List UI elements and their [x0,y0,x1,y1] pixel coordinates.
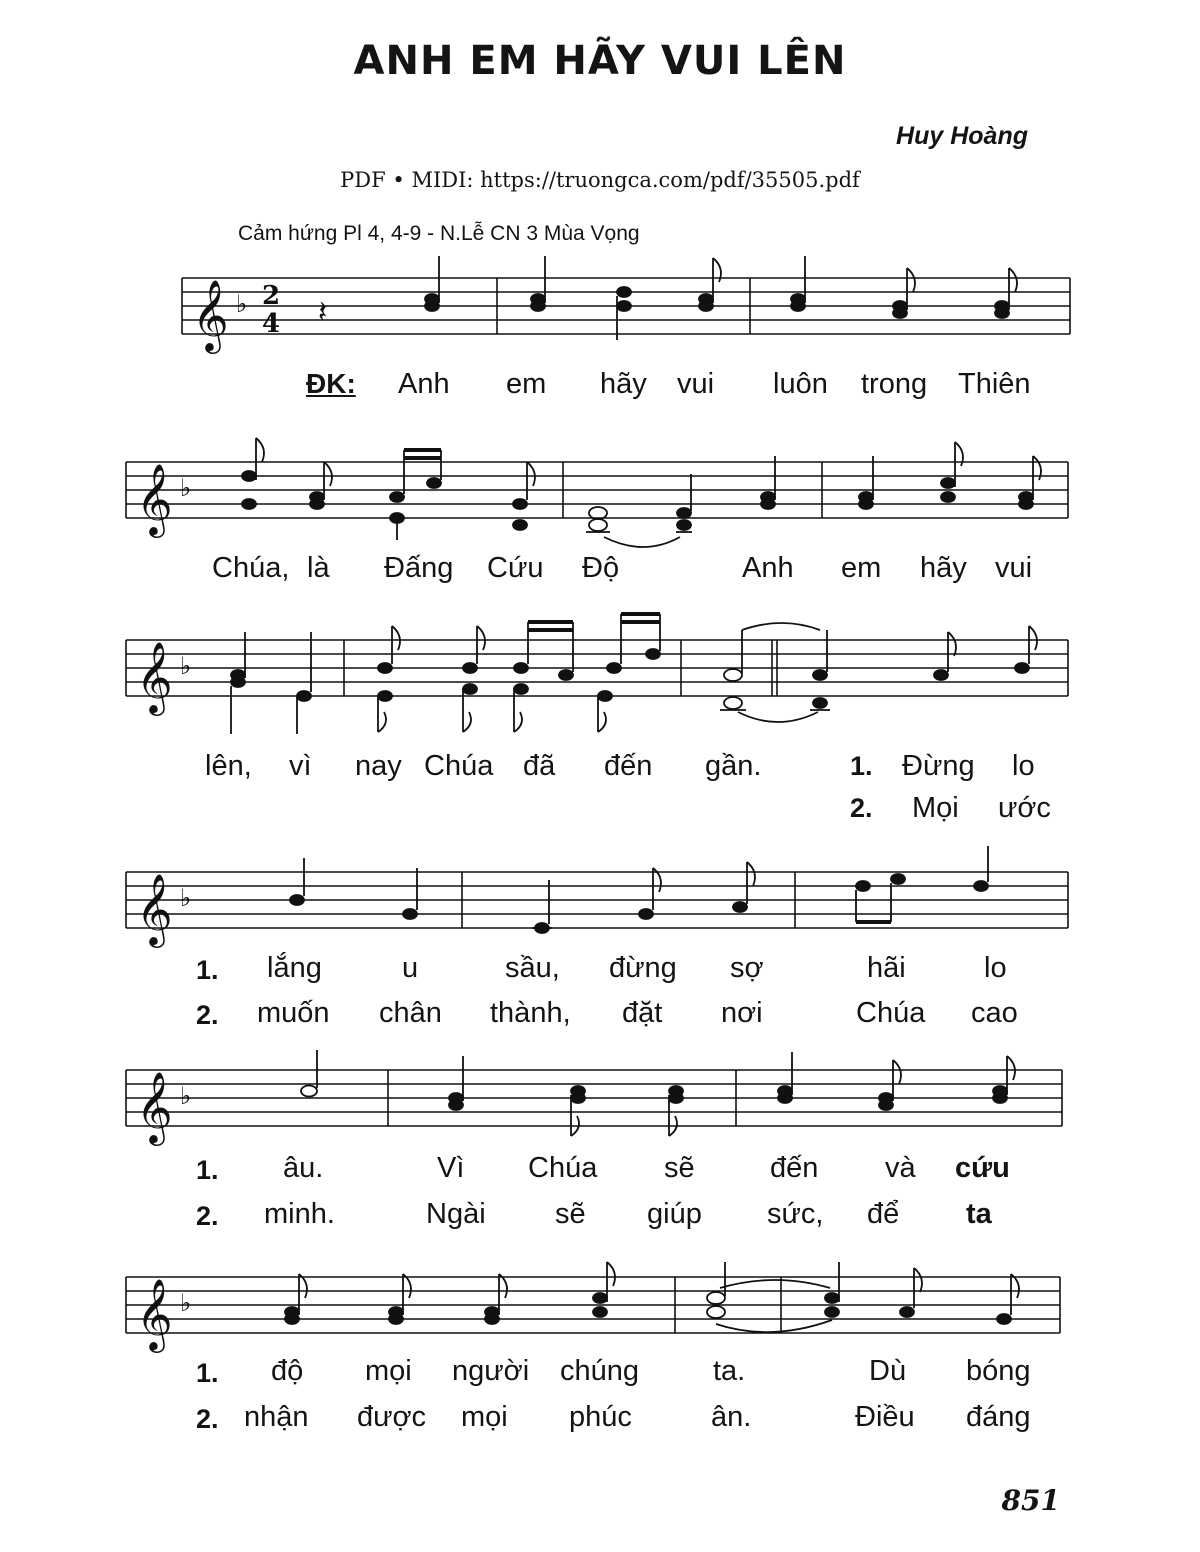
lyric-word: đã [523,750,556,782]
lyric-word: người [452,1355,530,1387]
time-signature-top: 2 [262,281,281,311]
lyric-word: sợ [730,952,764,984]
treble-clef-icon: 𝄞 [136,1070,173,1143]
lyric-word: gần. [705,750,762,782]
lyric-word: vì [289,750,312,782]
refrain-label: ĐK: [306,368,356,399]
lyric-word: phúc [569,1401,632,1433]
lyric-word: Độ [582,552,620,584]
treble-clef-icon: 𝄞 [136,1277,173,1350]
lyric-word: lên, [205,750,252,782]
lyric-word: đừng [609,952,677,984]
lyric-word: thành, [490,997,571,1029]
lyric-word: Chúa [528,1152,598,1184]
lyric-word: Mọi [912,792,959,824]
staff-system-1 [0,240,1200,370]
lyric-word: Dù [869,1355,907,1387]
lyric-word: luôn [773,368,828,400]
staff-system-5 [0,1050,1200,1150]
lyric-word: hãy [600,368,647,400]
lyric-word: ta. [713,1355,746,1387]
lyric-word: Anh [742,552,794,584]
verse-number: 2. [196,1404,219,1434]
staff-system-3 [0,600,1200,740]
lyric-word: Vì [437,1152,465,1184]
lyric-word-bold: cứu [955,1152,1010,1184]
lyric-word: Đấng [384,552,454,584]
lyric-word: hãi [867,952,906,984]
lyric-word: Chúa, [212,552,290,584]
treble-clef-icon: 𝄞 [136,872,173,945]
lyric-word: chúng [560,1355,640,1387]
lyric-word: nhận [244,1401,309,1433]
lyric-word: Cứu [487,552,544,584]
lyric-word: em [506,368,547,400]
lyric-word: là [307,552,330,584]
time-signature-bottom: 4 [262,309,281,339]
lyric-word: minh. [264,1198,335,1230]
staff-system-2 [0,430,1200,560]
lyric-word: Đừng [902,750,975,782]
lyric-word: vui [677,368,715,400]
lyric-word: cao [971,997,1018,1029]
treble-clef-icon: 𝄞 [136,640,173,713]
lyric-word: em [841,552,882,584]
lyric-word: để [867,1198,900,1230]
staff-system-4 [0,850,1200,950]
lyric-word: u [402,952,419,984]
flat-sign-icon: ♭ [180,1082,192,1110]
flat-sign-icon: ♭ [180,1289,192,1317]
flat-sign-icon: ♭ [180,884,192,912]
quarter-rest-icon: 𝄽 [318,295,328,330]
verse-number: 1. [196,1155,219,1185]
lyric-word: lắng [267,952,322,984]
lyric-word: lo [984,952,1007,984]
flat-sign-icon: ♭ [180,652,192,680]
lyric-word: được [357,1401,427,1433]
lyric-word: sức, [767,1198,824,1230]
lyric-word: ân. [711,1401,752,1433]
verse-number: 1. [196,1358,219,1388]
lyric-word: Anh [398,368,450,400]
lyric-word: lo [1012,750,1035,782]
lyric-word: đáng [966,1401,1031,1433]
lyric-word: và [885,1152,916,1184]
lyric-word: giúp [647,1198,702,1230]
song-title: ANH EM HÃY VUI LÊN [353,38,847,84]
lyric-word: sầu, [505,952,560,984]
lyric-word: mọi [365,1355,412,1387]
lyric-word: độ [271,1355,304,1387]
lyric-word: trong [861,368,928,400]
verse-number: 2. [850,793,873,823]
flat-sign-icon: ♭ [180,474,192,502]
lyric-word: Chúa [856,997,926,1029]
lyric-word: mọi [461,1401,508,1433]
lyric-word: sẽ [664,1152,695,1184]
lyric-word-bold: ta [966,1198,992,1230]
lyric-word: sẽ [555,1198,586,1230]
lyric-word: Chúa [424,750,494,782]
lyric-word: muốn [257,997,330,1029]
verse-number: 2. [196,1000,219,1030]
composer-name: Huy Hoàng [896,122,1028,150]
staff-system-6 [0,1255,1200,1355]
verse-number: 1. [196,955,219,985]
lyric-word: đến [604,750,653,782]
flat-sign-icon: ♭ [236,290,248,318]
lyric-word: vui [995,552,1033,584]
lyric-word: đến [770,1152,819,1184]
lyric-word: Ngài [426,1198,486,1230]
page-number: 851 [1001,1484,1060,1517]
lyric-word: nơi [721,997,763,1029]
lyric-word: Điều [855,1401,915,1433]
lyric-word: hãy [920,552,967,584]
treble-clef-icon: 𝄞 [192,278,229,351]
lyric-word: âu. [283,1152,324,1184]
verse-number: 2. [196,1201,219,1231]
pdf-midi-link[interactable]: PDF • MIDI: https://truongca.com/pdf/35505.pdf [340,168,860,192]
lyric-word: Thiên [958,368,1031,400]
lyric-word: ước [998,792,1051,824]
lyric-word: đặt [622,997,663,1029]
treble-clef-icon: 𝄞 [136,462,173,535]
lyric-word: bóng [966,1355,1031,1387]
lyric-word: nay [355,750,402,782]
inspiration-note: Cảm hứng Pl 4, 4-9 - N.Lễ CN 3 Mùa Vọng [238,222,640,245]
verse-number: 1. [850,751,873,781]
lyric-word: chân [379,997,442,1029]
